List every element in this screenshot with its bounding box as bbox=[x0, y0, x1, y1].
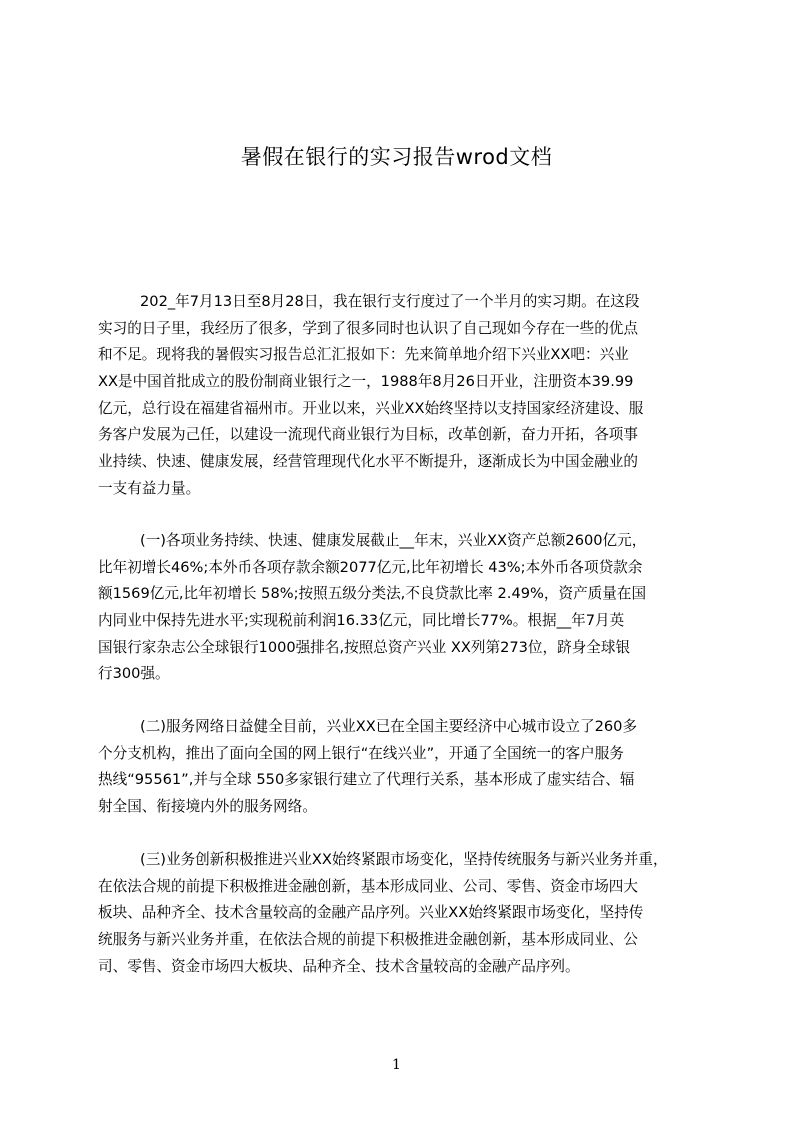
paragraph-line: 亿元，总行设在福建省福州市。开业以来，兴业XX始终坚持以支持国家经济建设、服 bbox=[98, 399, 644, 417]
paragraph-line: 国银行家杂志公全球银行1000强排名,按照总资产兴业 XX列第273位，跻身全球银 bbox=[98, 638, 631, 656]
paragraph-line: 实习的日子里，我经历了很多，学到了很多同时也认识了自己现如今存在一些的优点 bbox=[98, 319, 638, 337]
paragraph-innovation bbox=[98, 847, 699, 980]
paragraph-line: 射全国、衔接境内外的服务网络。 bbox=[98, 798, 317, 816]
paragraph-line: 板块、品种齐全、技术含量较高的金融产品序列。兴业XX始终紧跟市场变化，坚持传 bbox=[98, 904, 644, 922]
paragraph-line: 个分支机构，推出了面向全国的网上银行“在线兴业”，开通了全国统一的客户服务 bbox=[98, 744, 624, 762]
document-title: 暑假在银行的实习报告wrod文档 bbox=[240, 145, 553, 169]
paragraph-line: 在依法合规的前提下积极推进金融创新，基本形成同业、公司、零售、资金市场四大 bbox=[98, 877, 638, 895]
paragraph-line: 202_年7月13日至8月28日，我在银行支行度过了一个半月的实习期。在这段 bbox=[140, 293, 640, 310]
paragraph-line: 务客户发展为己任，以建设一流现代商业银行为目标，改革创新，奋力开拓，各项事 bbox=[98, 426, 638, 444]
paragraph-line: (二)服务网络日益健全目前，兴业XX已在全国主要经济中心城市设立了260多 bbox=[140, 718, 638, 735]
paragraph-line: 内同业中保持先进水平;实现税前利润16.33亿元，同比增长77%。根据__年7月英 bbox=[98, 612, 625, 630]
paragraph-line: 和不足。现将我的暑假实习报告总汇汇报如下：先来简单地介绍下兴业XX吧：兴业 bbox=[98, 346, 629, 364]
paragraph-line: 比年初增长46%;本外币各项存款余额2077亿元,比年初增长 43%;本外币各项贷款余 bbox=[98, 558, 643, 576]
paragraph-line: 热线“95561”,并与全球 550多家银行建立了代理行关系，基本形成了虚实结合、辐 bbox=[98, 771, 635, 789]
paragraph-line: 行300强。 bbox=[98, 665, 170, 683]
paragraph-service-network bbox=[98, 714, 699, 821]
paragraph-line: XX是中国首批成立的股份制商业银行之一，1988年8月26日开业，注册资本39.99 bbox=[98, 373, 634, 391]
paragraph-line: 额1569亿元,比年初增长 58%;按照五级分类法,不良贷款比率 2.49%，资产质量在国 bbox=[98, 585, 647, 603]
paragraph-business-growth bbox=[98, 528, 699, 688]
paragraph-line: (一)各项业务持续、快速、健康发展截止__年末，兴业XX资产总额2600亿元， bbox=[140, 532, 647, 549]
paragraph-intro bbox=[98, 289, 699, 503]
paragraph-line: 司、零售、资金市场四大板块、品种齐全、技术含量较高的金融产品序列。 bbox=[98, 957, 580, 975]
paragraph-line: 业持续、快速、健康发展，经营管理现代化水平不断提升，逐渐成长为中国金融业的 bbox=[98, 453, 638, 471]
page-number: 1 bbox=[392, 1057, 401, 1073]
document-body bbox=[98, 289, 699, 1029]
paragraph-line: 一支有益力量。 bbox=[98, 479, 201, 497]
paragraph-line: (三)业务创新积极推进兴业XX始终紧跟市场变化，坚持传统服务与新兴业务并重， bbox=[140, 851, 668, 868]
paragraph-line: 统服务与新兴业务并重，在依法合规的前提下积极推进金融创新，基本形成同业、公 bbox=[98, 931, 638, 949]
